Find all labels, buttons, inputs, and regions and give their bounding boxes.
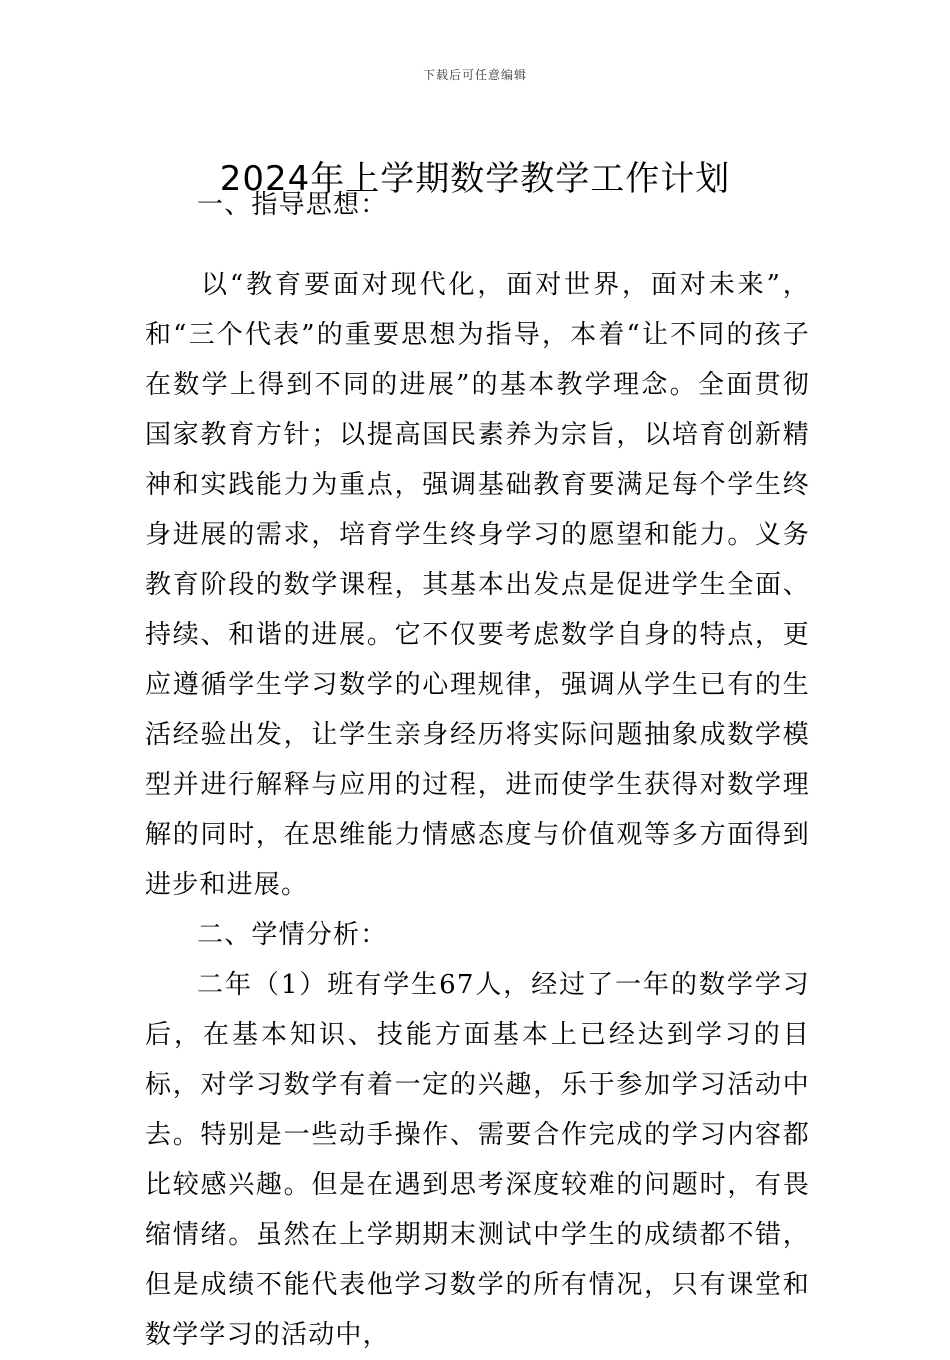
document-title: 2024年上学期数学教学工作计划 [219, 158, 731, 199]
document-body [145, 180, 810, 1360]
download-note: 下载后可任意编辑 [422, 68, 527, 82]
section-paragraph-student-analysis: 二年（1）班有学生67人，经过了一年的数学学习后，在基本知识、技能方面基本上已经达到学习的目标，对学习数学有着一定的兴趣，乐于参加学习活动中去。特别是一些动手操作、需要合作完成的学习内容都比较感兴趣。但是在遇到思考深度较难的问题时，有畏缩情绪。虽然在上学期期末测试中学生的成绩都不错，但是成绩不能代表他学习数学的所有情况，只有课堂和数学学习的活动中， [145, 970, 810, 1350]
section-paragraph-guiding-ideology: 以“教育要面对现代化，面对世界，面对未来”，和“三个代表”的重要思想为指导，本着“让不同的孩子在数学上得到不同的进展”的基本教学理念。全面贯彻国家教育方针；以提高国民素养为宗旨，以培育创新精神和实践能力为重点，强调基础教育要满足每个学生终身进展的需求，培育学生终身学习的愿望和能力。义务教育阶段的数学课程，其基本出发点是促进学生全面、持续、和谐的进展。它不仅要考虑数学自身的特点，更应遵循学生学习数学的心理规律，强调从学生已有的生活经验出发，让学生亲身经历将实际问题抽象成数学模型并进行解释与应用的过程，进而使学生获得对数学理解的同时，在思维能力情感态度与价值观等多方面得到进步和进展。 [145, 270, 810, 900]
section-heading-student-analysis: 二、学情分析： [197, 920, 388, 950]
section-heading-guiding-ideology: 一、指导思想： [197, 190, 388, 220]
